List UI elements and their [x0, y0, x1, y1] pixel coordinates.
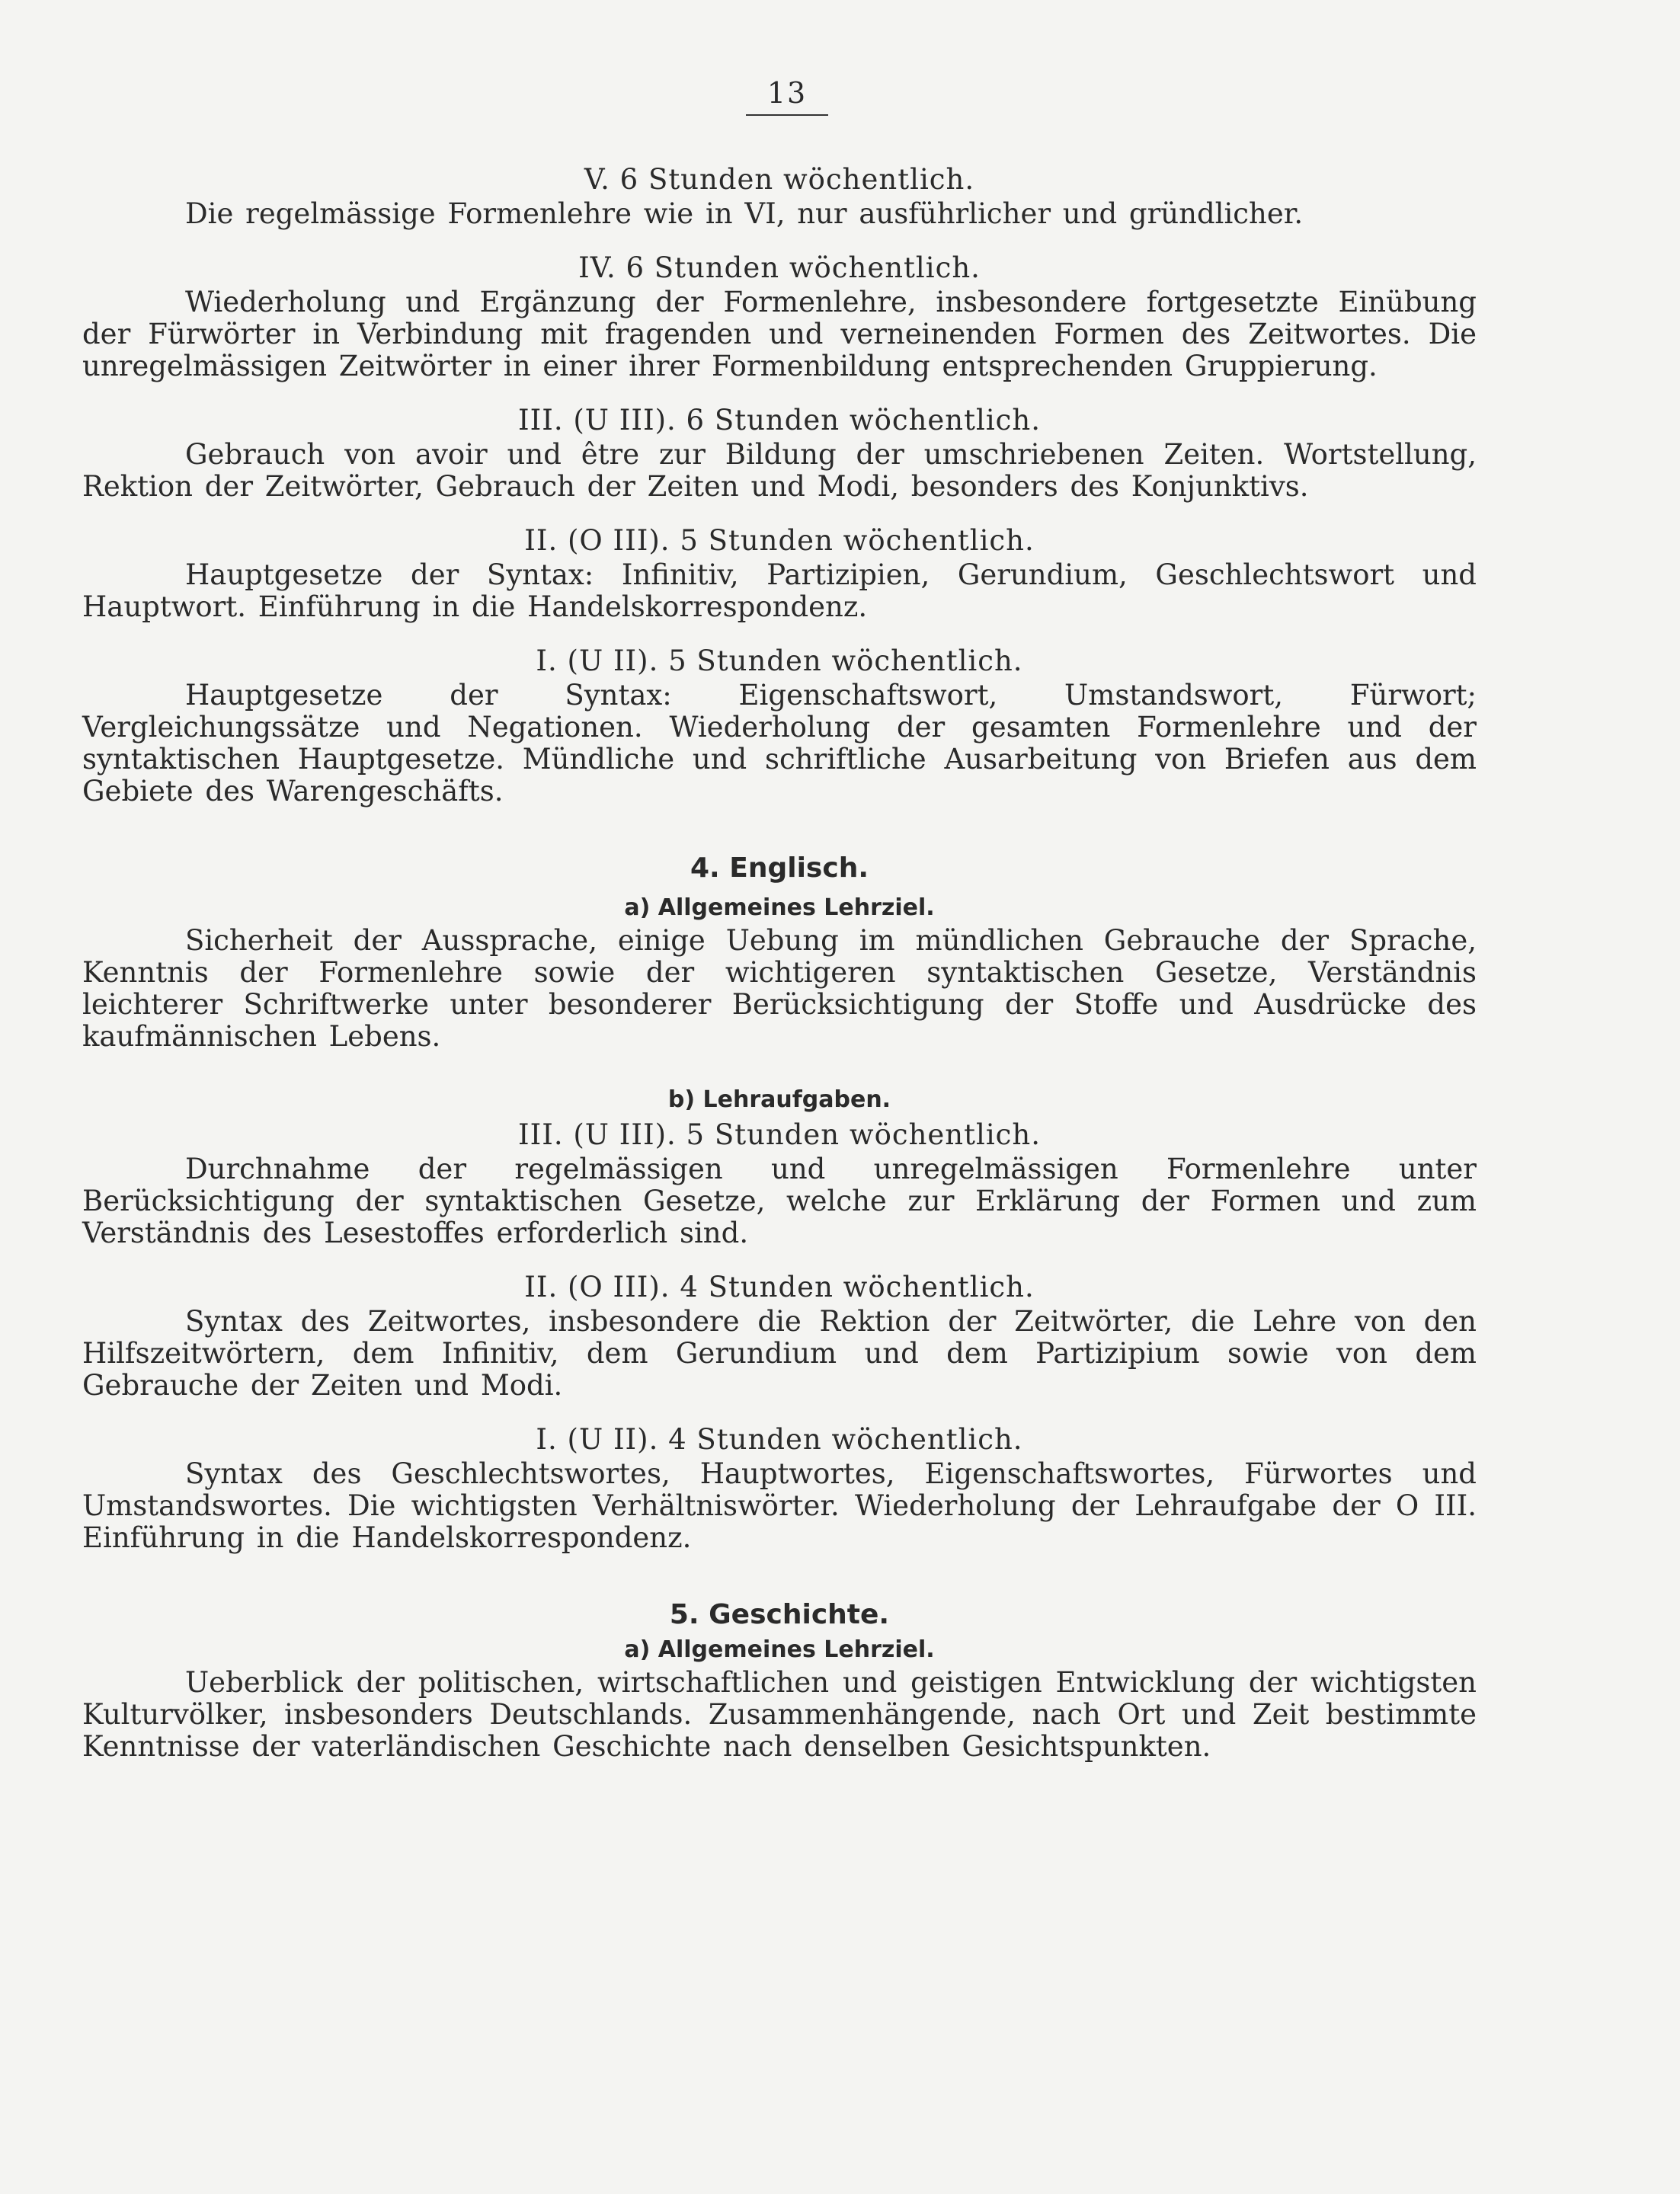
englisch-task-heading-iii: III. (U III). 5 Stunden wöchentlich.	[518, 1118, 1041, 1151]
class-heading-i: I. (U II). 5 Stunden wöchentlich.	[536, 644, 1023, 677]
class-text-iii: Gebrauch von avoir und être zur Bildung der umschriebenen Zeiten. Wortstellung, Rektion der Zeitwörter, Gebrauch der Zeiten und Modi, besonders des Konjunktivs.	[82, 438, 1477, 503]
englisch-task-heading-i: I. (U II). 4 Stunden wöchentlich.	[536, 1423, 1023, 1456]
englisch-task-text-i: Syntax des Geschlechtswortes, Hauptwortes, Eigenschaftswortes, Fürwortes und Umstandswortes. Die wichtigsten Verhältniswörter. Wiederholung der Lehraufgabe der O III. Einführung in die Handelskorrespondenz.	[82, 1457, 1477, 1554]
englisch-tasks-title: b) Lehraufgaben.	[667, 1086, 891, 1113]
page-number-rule	[746, 114, 828, 116]
class-text-i: Hauptgesetze der Syntax: Eigenschaftswort, Umstandswort, Fürwort; Vergleichungssätze und Negationen. Wiederholung der gesamten Formenlehre und der syntaktischen Hauptgesetze. Mündliche und schriftliche Ausarbeitung von Briefen aus dem Gebiete des Warengeschäfts.	[82, 679, 1477, 808]
geschichte-goal-text: Ueberblick der politischen, wirtschaftlichen und geistigen Entwicklung der wichtigsten Kulturvölker, insbesonders Deutschlands. Zusammenhängende, nach Ort und Zeit bestimmte Kenntnisse der vaterländischen Geschichte nach denselben Gesichtspunkten.	[82, 1666, 1477, 1763]
section-title-geschichte: 5. Geschichte.	[669, 1599, 890, 1630]
class-heading-v: V. 6 Stunden wöchentlich.	[584, 163, 975, 196]
geschichte-goal-title: a) Allgemeines Lehrziel.	[624, 1636, 935, 1663]
class-heading-iv: IV. 6 Stunden wöchentlich.	[578, 251, 981, 284]
class-heading-iii: III. (U III). 6 Stunden wöchentlich.	[518, 404, 1041, 437]
englisch-goal-title: a) Allgemeines Lehrziel.	[624, 894, 935, 921]
document-page	[82, 76, 1477, 1763]
englisch-goal-text: Sicherheit der Aussprache, einige Uebung im mündlichen Gebrauche der Sprache, Kenntnis der Formenlehre sowie der wichtigeren syntaktischen Gesetze, Verständnis leichterer Schriftwerke unter besonderer Berücksichtigung der Stoffe und Ausdrücke des kaufmännischen Lebens.	[82, 924, 1477, 1053]
section-title-englisch: 4. Englisch.	[690, 852, 869, 884]
page-number: 13	[766, 76, 808, 110]
englisch-task-text-iii: Durchnahme der regelmässigen und unregelmässigen Formenlehre unter Berücksichtigung der syntaktischen Gesetze, welche zur Erklärung der Formen und zum Verständnis des Lesestoffes erforderlich sind.	[82, 1153, 1477, 1249]
class-text-v: Die regelmässige Formenlehre wie in VI, nur ausführlicher und gründlicher.	[185, 197, 1304, 230]
class-heading-ii: II. (O III). 5 Stunden wöchentlich.	[524, 524, 1035, 557]
englisch-task-text-ii: Syntax des Zeitwortes, insbesondere die Rektion der Zeitwörter, die Lehre von den Hilfszeitwörtern, dem Infinitiv, dem Gerundium und dem Partizipium sowie von dem Gebrauche der Zeiten und Modi.	[82, 1305, 1477, 1402]
class-text-iv: Wiederholung und Ergänzung der Formenlehre, insbesondere fortgesetzte Einübung der Fürwörter in Verbindung mit fragenden und verneinenden Formen des Zeitwortes. Die unregelmässigen Zeitwörter in einer ihrer Formenbildung entsprechenden Gruppierung.	[82, 286, 1477, 382]
class-text-ii: Hauptgesetze der Syntax: Infinitiv, Partizipien, Gerundium, Geschlechtswort und Hauptwort. Einführung in die Handelskorrespondenz.	[82, 558, 1477, 623]
englisch-task-heading-ii: II. (O III). 4 Stunden wöchentlich.	[524, 1271, 1035, 1303]
